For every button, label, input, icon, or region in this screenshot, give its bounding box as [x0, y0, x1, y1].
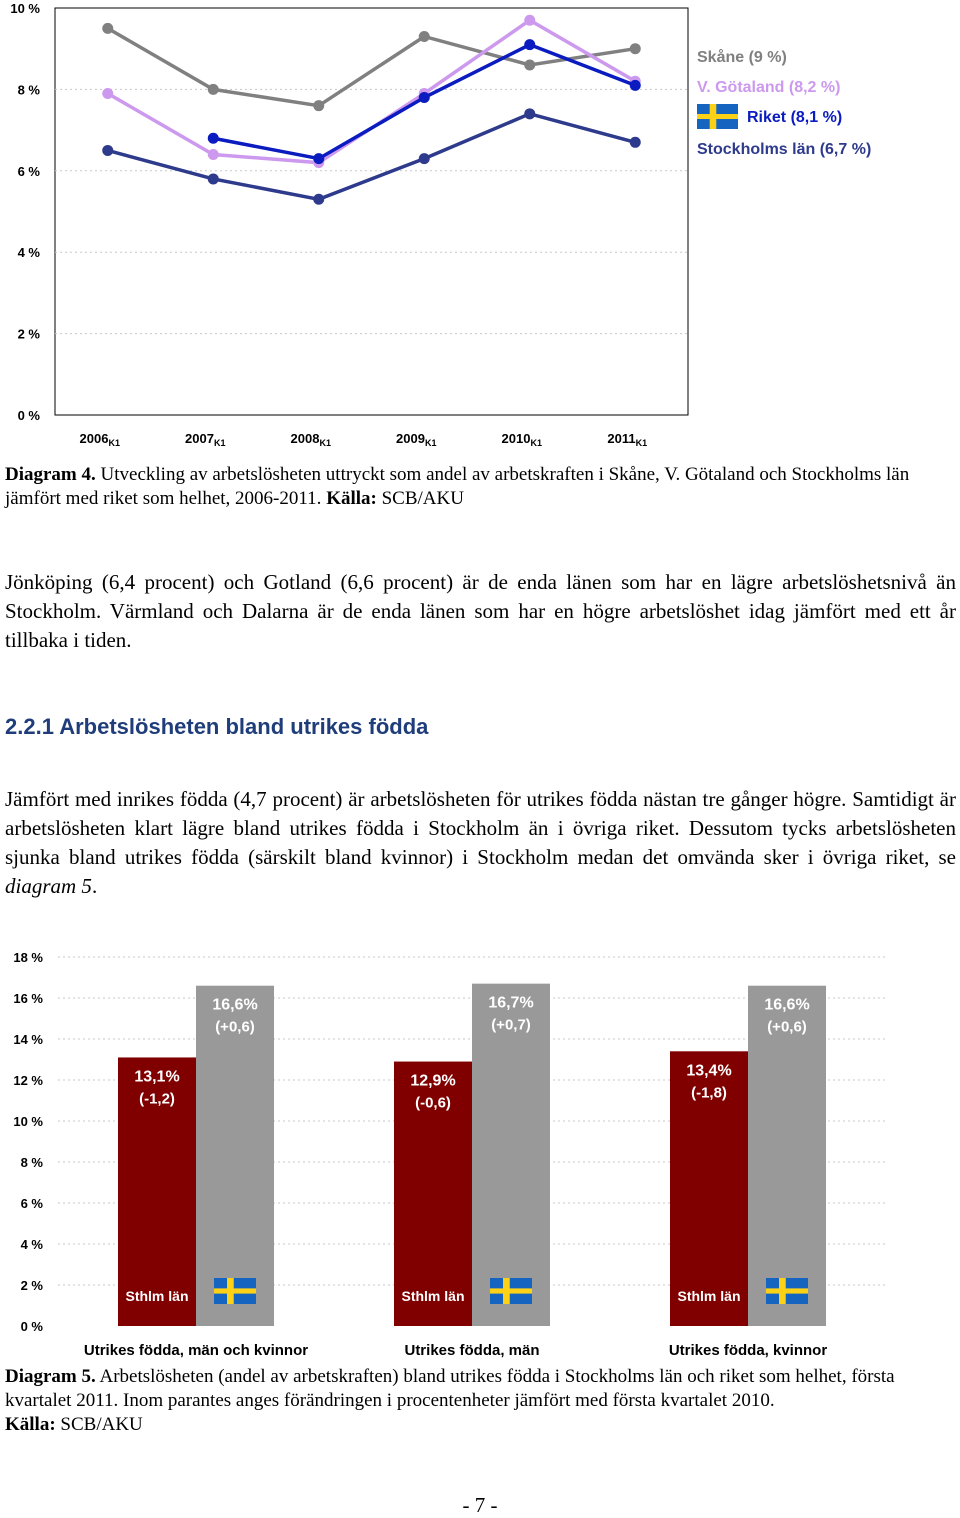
y-tick-label: 6 % [20, 1196, 43, 1211]
paragraph-2 [5, 785, 956, 901]
riket-bar [196, 986, 274, 1326]
y-tick-label: 4 % [20, 1237, 43, 1252]
y-tick-label: 14 % [13, 1032, 43, 1047]
data-point [419, 153, 430, 164]
flag-cross-horizontal [214, 1288, 256, 1293]
data-point [630, 80, 641, 91]
x-tick-label: $2008_{K1}$ [290, 431, 331, 448]
data-point [102, 145, 113, 156]
diagram-5-source: SCB/AKU [55, 1414, 143, 1435]
bar-value-label: 16,7% [488, 994, 534, 1012]
data-point [313, 100, 324, 111]
data-point [102, 88, 113, 99]
paragraph-2-main: Jämfört med inrikes födda (4,7 procent) är arbetslösheten för utrikes födda nästan tre gånger högre. Samtidigt är arbetslösheten klart lägre bland utrikes födda i Stockholm än i övriga riket. Dessutom tycks arbetslösheten sjunka bland utrikes födda (särskilt bland kvinnor) i Stockholm medan det omvända sker i övriga riket, se [5, 787, 956, 869]
diagram-4-source-label: Källa: [326, 488, 377, 509]
data-point [630, 137, 641, 148]
bar-value-label: 16,6% [212, 996, 258, 1014]
data-point [208, 133, 219, 144]
section-heading: 2.2.1 Arbetslösheten bland utrikes födda [5, 714, 429, 739]
legend-entry: Stockholms län (6,7 %) [697, 141, 872, 158]
flag-cross-horizontal [697, 114, 738, 119]
data-point [524, 108, 535, 119]
x-tick-label: $2006_{K1}$ [79, 431, 120, 448]
x-tick-label: $2011_{K1}$ [607, 431, 648, 448]
data-point [524, 39, 535, 50]
legend-entry: Riket (8,1 %) [747, 109, 843, 126]
paragraph-2-end: . [91, 874, 98, 898]
data-point [524, 15, 535, 26]
bar-change-label: (-1,2) [139, 1090, 175, 1108]
diagram-4-label: Diagram 4. [5, 464, 96, 485]
data-point [102, 23, 113, 34]
data-point [313, 153, 324, 164]
diagram-5-label: Diagram 5. [5, 1366, 96, 1387]
y-tick-label: 2 % [17, 326, 40, 342]
legend-entry: V. Götaland (8,2 %) [697, 79, 841, 96]
data-point [208, 84, 219, 95]
swedish-flag-icon [490, 1278, 532, 1304]
bar-inside-label: Sthlm län [401, 1288, 465, 1304]
data-point [524, 59, 535, 70]
y-tick-label: 4 % [17, 245, 40, 261]
bar-change-label: (-1,8) [691, 1084, 727, 1102]
legend-entry: Skåne (9 %) [697, 49, 787, 66]
y-tick-label: 0 % [20, 1319, 43, 1334]
swedish-flag-icon [697, 104, 738, 129]
bar-inside-label: Sthlm län [677, 1288, 741, 1304]
y-tick-label: 10 % [13, 1114, 43, 1129]
diagram-4-text: Utveckling av arbetslösheten uttryckt som andel av arbetskraften i Skåne, V. Götaland och Stockholms län jämfört med riket som helhet, 2006-2011. [5, 464, 910, 509]
data-point [313, 194, 324, 205]
y-tick-label: 8 % [17, 82, 40, 98]
y-tick-label: 8 % [20, 1155, 43, 1170]
x-tick-label: $2010_{K1}$ [501, 431, 542, 448]
paragraph-1: Jönköping (6,4 procent) och Gotland (6,6 procent) är de enda länen som har en lägre arbetslöshetsnivå än Stockholm. Värmland och Dalarna är de enda länen som har en högre arbetslöshet idag jämfört med ett år tillbaka i tiden. [5, 570, 956, 652]
diagram-4-caption [5, 463, 955, 511]
page-number: - 7 - [462, 1493, 498, 1517]
bar-change-label: (+0,7) [491, 1016, 531, 1034]
diagram-5-text: Arbetslösheten (andel av arbetskraften) bland utrikes födda i Stockholms län och riket som helhet, första kvartalet 2011. Inom parantes anges förändringen i procentenheter jämfört med första kvartalet 2010. [5, 1366, 895, 1411]
y-tick-label: 16 % [13, 991, 43, 1006]
bar-value-label: 13,1% [134, 1068, 180, 1086]
diagram-5-caption [5, 1365, 955, 1437]
data-point [208, 149, 219, 160]
diagram-5-source-label: Källa: [5, 1414, 56, 1435]
riket-bar [472, 984, 550, 1326]
flag-cross-horizontal [766, 1288, 808, 1293]
foreign-born-bar-chart [0, 940, 960, 1365]
flag-cross-horizontal [490, 1288, 532, 1293]
data-point [208, 173, 219, 184]
bar-inside-label: Sthlm län [125, 1288, 189, 1304]
y-tick-label: 2 % [20, 1278, 43, 1293]
y-tick-label: 6 % [17, 163, 40, 179]
bar-value-label: 12,9% [410, 1072, 456, 1090]
unemployment-line-chart [0, 0, 960, 460]
bar-change-label: (-0,6) [415, 1094, 451, 1112]
riket-bar [748, 986, 826, 1326]
x-category-label: Utrikes födda, kvinnor [668, 1342, 828, 1359]
data-point [419, 92, 430, 103]
y-tick-label: 0 % [17, 408, 40, 423]
x-tick-label: $2007_{K1}$ [185, 431, 226, 448]
y-tick-label: 18 % [13, 950, 43, 965]
bar-change-label: (+0,6) [767, 1018, 807, 1036]
data-point [630, 43, 641, 54]
x-tick-label: $2009_{K1}$ [396, 431, 437, 448]
bar-change-label: (+0,6) [215, 1018, 255, 1036]
diagram-4-source: SCB/AKU [376, 488, 464, 509]
diagram-5-reference[interactable]: diagram 5 [5, 874, 92, 898]
bar-value-label: 16,6% [764, 996, 810, 1014]
legend [697, 48, 871, 158]
y-tick-label: 12 % [13, 1073, 43, 1088]
x-category-label: Utrikes födda, män [404, 1342, 540, 1359]
swedish-flag-icon [214, 1278, 256, 1304]
data-point [419, 31, 430, 42]
bar-value-label: 13,4% [686, 1062, 732, 1080]
y-tick-label: 10 % [10, 1, 40, 16]
x-category-label: Utrikes födda, män och kvinnor [83, 1342, 309, 1359]
swedish-flag-icon [766, 1278, 808, 1304]
